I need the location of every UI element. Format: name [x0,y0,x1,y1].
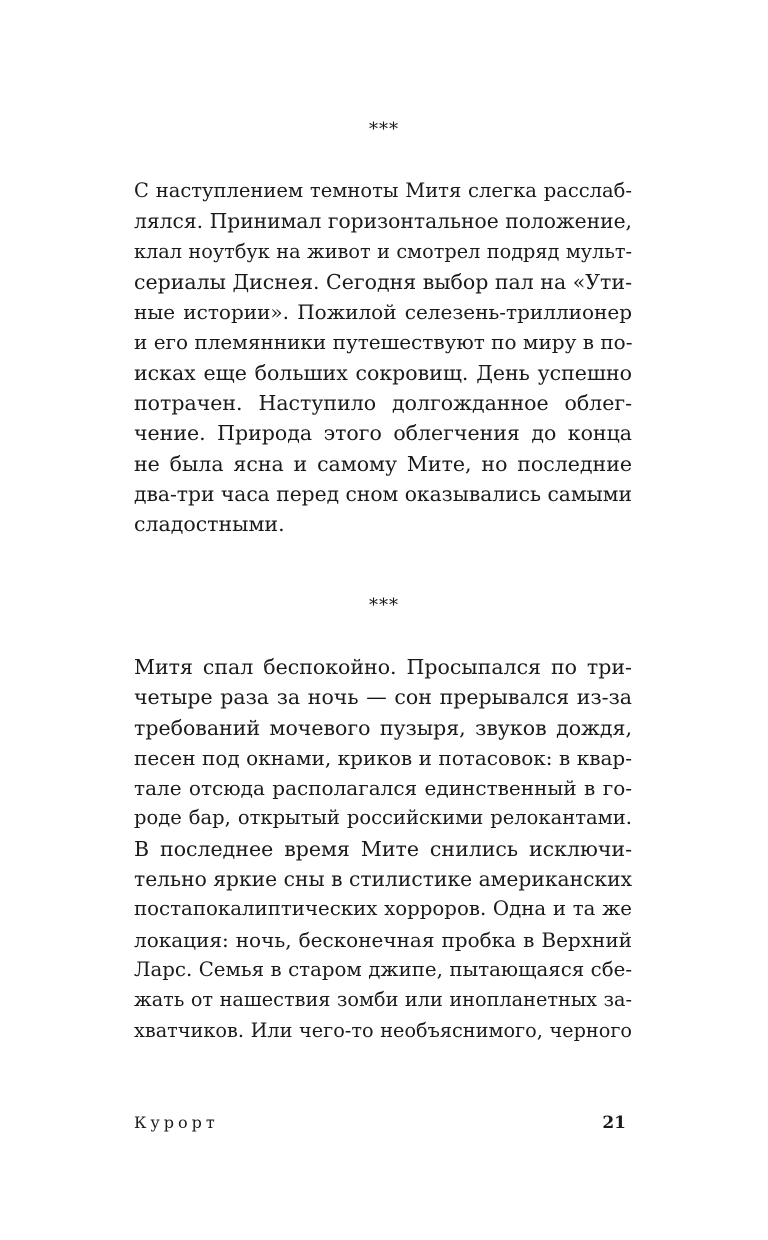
text-line: жать от нашествия зомби или инопланетных за- [134,988,632,1012]
text-line: и его племянники путешествуют по миру в по- [134,330,633,355]
text-line: клал ноутбук на живот и смотрел подряд мульт- [134,239,632,263]
text-line: С наступлением темноты Митя слегка расслаб- [134,179,632,202]
paragraph [134,652,632,1046]
text-line: постапокалиптических хорроров. Одна и та же [134,897,632,921]
text-line: не была ясна и самому Мите, но последние [134,451,632,476]
text-line: тельно яркие сны в стилистике американских [134,867,632,892]
section-separator: *** [369,595,399,616]
text-line: потрачен. Наступило долгожданное облег- [134,391,632,416]
text-line: два-три часа перед сном оказывались самыми [134,481,632,506]
text-line: сериалы Диснея. Сегодня выбор пал на «Ути- [134,269,632,294]
text-line: лялся. Принимал горизонтальное положение, [134,209,632,234]
paragraph [134,176,632,540]
page-number: 21 [602,1113,626,1133]
running-footer-title: Курорт [134,1113,219,1132]
text-line: локация: ночь, бесконечная пробка в Верхний [134,927,632,952]
text-line: тале отсюда располагался единственный в го- [134,776,632,801]
text-line: исках еще больших сокровищ. День успешно [134,360,632,385]
text-line: сладостными. [134,512,285,537]
section-separator: *** [369,119,399,140]
text-line: хватчиков. Или чего-то необъяснимого, черного [134,1018,632,1042]
text-line: Митя спал беспокойно. Просыпался по три- [134,655,632,679]
text-line: песен под окнами, криков и потасовок: в квар- [134,745,632,770]
text-line: Ларс. Семья в старом джипе, пытающаяся сбе- [134,957,632,981]
text-line: требований мочевого пузыря, звуков дождя, [134,715,632,740]
text-line: четыре раза за ночь — сон прерывался из-за [134,685,632,710]
text-line: роде бар, открытый российскими релокантами. [134,806,632,830]
text-line: ные истории». Пожилой селезень-триллионер [134,300,632,325]
text-line: чение. Природа этого облегчения до конца [134,421,632,446]
text-line: В последнее время Мите снились исключи- [134,836,632,861]
